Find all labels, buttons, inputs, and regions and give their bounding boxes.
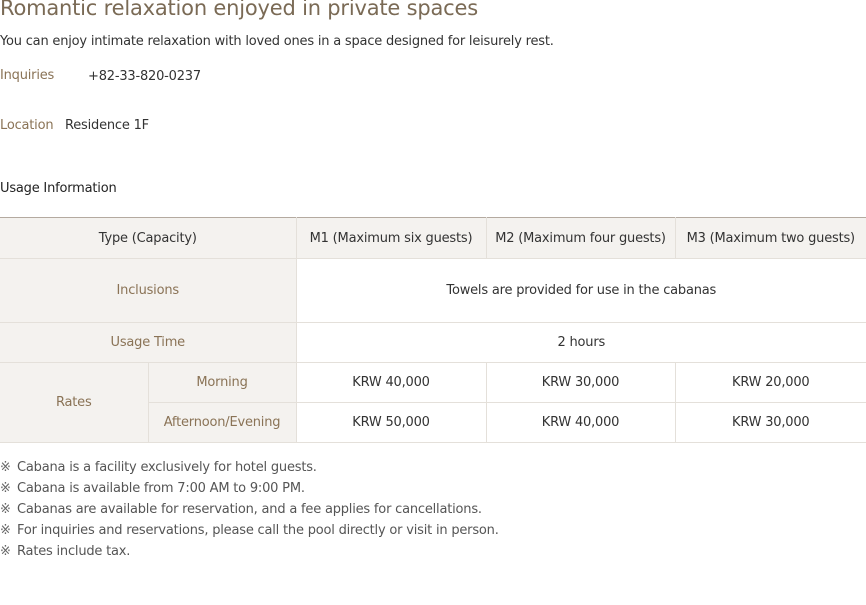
rates-row-morning (0, 363, 866, 403)
column-header-m3: M3 (Maximum two guests) (675, 218, 866, 259)
note-item (0, 480, 499, 501)
location-value: Residence 1F (65, 118, 149, 133)
reference-mark-icon: ※ (0, 460, 11, 475)
reference-mark-icon: ※ (0, 544, 11, 559)
rates-label: Rates (0, 363, 148, 443)
type-capacity-header: Type (Capacity) (0, 218, 296, 259)
note-item (0, 501, 499, 522)
rate-afternoon-m3: KRW 30,000 (675, 403, 866, 443)
page-title: Romantic relaxation enjoyed in private spaces (0, 0, 478, 20)
rate-morning-m1: KRW 40,000 (296, 363, 486, 403)
location-label: Location (0, 118, 54, 133)
note-item (0, 459, 499, 480)
note-text: Cabana is available from 7:00 AM to 9:00 PM. (17, 481, 305, 496)
inclusions-row (0, 259, 866, 323)
rate-morning-m2: KRW 30,000 (486, 363, 675, 403)
inquiries-phone[interactable]: +82-33-820-0237 (88, 69, 201, 84)
inclusions-label: Inclusions (0, 259, 296, 323)
note-text: For inquiries and reservations, please call the pool directly or visit in person. (17, 523, 499, 538)
column-header-m1: M1 (Maximum six guests) (296, 218, 486, 259)
location-row (0, 118, 149, 133)
inquiries-label: Inquiries (0, 68, 55, 83)
note-text: Rates include tax. (17, 544, 131, 559)
note-text: Cabana is a facility exclusively for hotel guests. (17, 460, 317, 475)
note-item (0, 522, 499, 543)
rate-period-morning: Morning (148, 363, 296, 403)
usage-time-value: 2 hours (296, 323, 866, 363)
usage-table (0, 217, 866, 443)
usage-time-label: Usage Time (0, 323, 296, 363)
column-header-m2: M2 (Maximum four guests) (486, 218, 675, 259)
reference-mark-icon: ※ (0, 523, 11, 538)
usage-time-row (0, 323, 866, 363)
table-header-row (0, 218, 866, 259)
rate-morning-m3: KRW 20,000 (675, 363, 866, 403)
notes-list (0, 459, 499, 564)
note-text: Cabanas are available for reservation, and a fee applies for cancellations. (17, 502, 482, 517)
page-description: You can enjoy intimate relaxation with loved ones in a space designed for leisurely rest. (0, 34, 554, 49)
rate-afternoon-m2: KRW 40,000 (486, 403, 675, 443)
rate-afternoon-m1: KRW 50,000 (296, 403, 486, 443)
reference-mark-icon: ※ (0, 481, 11, 496)
rate-period-afternoon-evening: Afternoon/Evening (148, 403, 296, 443)
reference-mark-icon: ※ (0, 502, 11, 517)
inquiries-row (0, 68, 201, 83)
usage-section-title: Usage Information (0, 181, 117, 196)
inclusions-value: Towels are provided for use in the cabanas (296, 259, 866, 323)
note-item (0, 543, 499, 564)
